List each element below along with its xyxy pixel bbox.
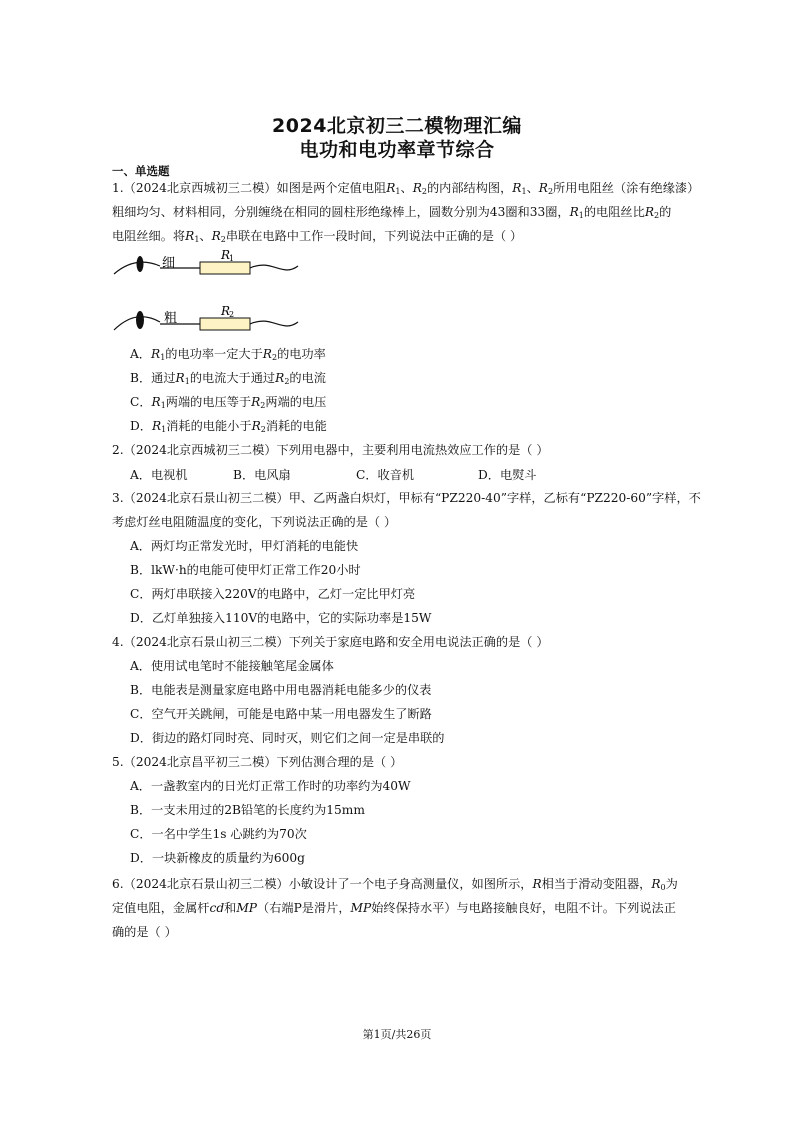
page-footer: 第1页/共26页 bbox=[362, 1028, 432, 1041]
q6-stem-line1: 6.（2024北京石景山初三二模）小敏设计了一个电子身高测量仪，如图所示，R相当于滑动变阻器，$R_0$为 bbox=[112, 877, 678, 892]
q1-option-d: D．$R_1$消耗的电能小于$R_2$消耗的电能 bbox=[130, 419, 327, 434]
q1-stem-line3: 电阻丝细。将$R_1$、$R_2$串联在电路中工作一段时间，下列说法中正确的是（ ） bbox=[112, 229, 523, 244]
q6-stem-line3: 确的是（ ） bbox=[112, 925, 177, 939]
q4-option-a: A．使用试电笔时不能接触笔尾金属体 bbox=[130, 659, 334, 673]
label-r1-sub: 1 bbox=[229, 254, 235, 263]
q4-option-d: D．街边的路灯同时亮、同时灭，则它们之间一定是串联的 bbox=[130, 731, 445, 745]
insulator-clip-icon bbox=[137, 256, 144, 272]
q5-stem: 5.（2024北京昌平初三二模）下列估测合理的是（ ） bbox=[112, 755, 403, 769]
q1-stem-line2: 粗细均匀、材料相同，分别缠绕在相同的圆柱形绝缘棒上，圆数分别为43圈和33圈，$R_1$的电阻丝比$R_2$的 bbox=[112, 205, 672, 220]
q2-option-c: C．收音机 bbox=[356, 468, 415, 482]
label-r2: R bbox=[221, 304, 231, 318]
q5-option-a: A．一盏教室内的日光灯正常工作时的功率约为40W bbox=[130, 779, 411, 793]
document-subtitle: 电功和电功率章节综合 bbox=[299, 139, 495, 161]
resistor-r2-rect bbox=[200, 318, 250, 330]
q3-option-a: A．两灯均正常发光时，甲灯消耗的电能快 bbox=[130, 539, 359, 553]
q4-option-c: C．空气开关跳闸，可能是电路中某一用电器发生了断路 bbox=[130, 707, 432, 721]
resistor-structure-figure bbox=[112, 246, 312, 338]
q4-option-b: B．电能表是测量家庭电路中用电器消耗电能多少的仪表 bbox=[130, 683, 432, 697]
insulator-clip-icon-2 bbox=[136, 311, 144, 329]
label-thin: 细 bbox=[162, 256, 176, 271]
label-r2-sub: 2 bbox=[229, 310, 235, 319]
q1-option-a: A．$R_1$的电功率一定大于$R_2$的电功率 bbox=[130, 347, 326, 362]
q6-stem-line2: 定值电阻，金属杆cd和MP（右端P是滑片，MP始终保持水平）与电路接触良好，电阻不计。下列说法正 bbox=[112, 901, 676, 915]
label-r1: R bbox=[221, 248, 231, 262]
label-thick: 粗 bbox=[164, 311, 178, 326]
document-title: 2024北京初三二模物理汇编 bbox=[272, 115, 522, 137]
q5-option-c: C．一名中学生1s 心跳约为70次 bbox=[130, 827, 307, 841]
q3-option-d: D．乙灯单独接入110V的电路中，它的实际功率是15W bbox=[130, 611, 432, 625]
q5-option-b: B．一支未用过的2B铅笔的长度约为15mm bbox=[130, 803, 365, 817]
q3-stem-line1: 3.（2024北京石景山初三二模）甲、乙两盏白炽灯，甲标有“PZ220-40”字样，乙标有“PZ220-60”字样，不 bbox=[112, 491, 701, 505]
q3-option-b: B．lkW·h的电能可使甲灯正常工作20小时 bbox=[130, 563, 361, 577]
q1-stem-line1: 1.（2024北京西城初三二模）如图是两个定值电阻$R_1$、$R_2$的内部结构图，$R_1$、$R_2$所用电阻丝（涂有绝缘漆） bbox=[112, 181, 700, 196]
q2-option-b: B．电风扇 bbox=[233, 468, 291, 482]
resistor-r1-rect bbox=[200, 262, 250, 274]
section-heading: 一、单选题 bbox=[112, 164, 170, 178]
q3-stem-line2: 考虑灯丝电阻随温度的变化，下列说法正确的是（ ） bbox=[112, 515, 397, 529]
q1-option-c: C．$R_1$两端的电压等于$R_2$两端的电压 bbox=[130, 395, 327, 410]
q2-stem: 2.（2024北京西城初三二模）下列用电器中，主要利用电流热效应工作的是（ ） bbox=[112, 443, 549, 457]
q3-option-c: C．两灯串联接入220V的电路中，乙灯一定比甲灯亮 bbox=[130, 587, 416, 601]
q2-option-a: A．电视机 bbox=[130, 468, 188, 482]
q1-option-b: B．通过$R_1$的电流大于通过$R_2$的电流 bbox=[130, 371, 326, 386]
q4-stem: 4.（2024北京石景山初三二模）下列关于家庭电路和安全用电说法正确的是（ ） bbox=[112, 635, 549, 649]
q2-option-d: D．电熨斗 bbox=[478, 468, 537, 482]
q5-option-d: D．一块新橡皮的质量约为600g bbox=[130, 851, 305, 865]
